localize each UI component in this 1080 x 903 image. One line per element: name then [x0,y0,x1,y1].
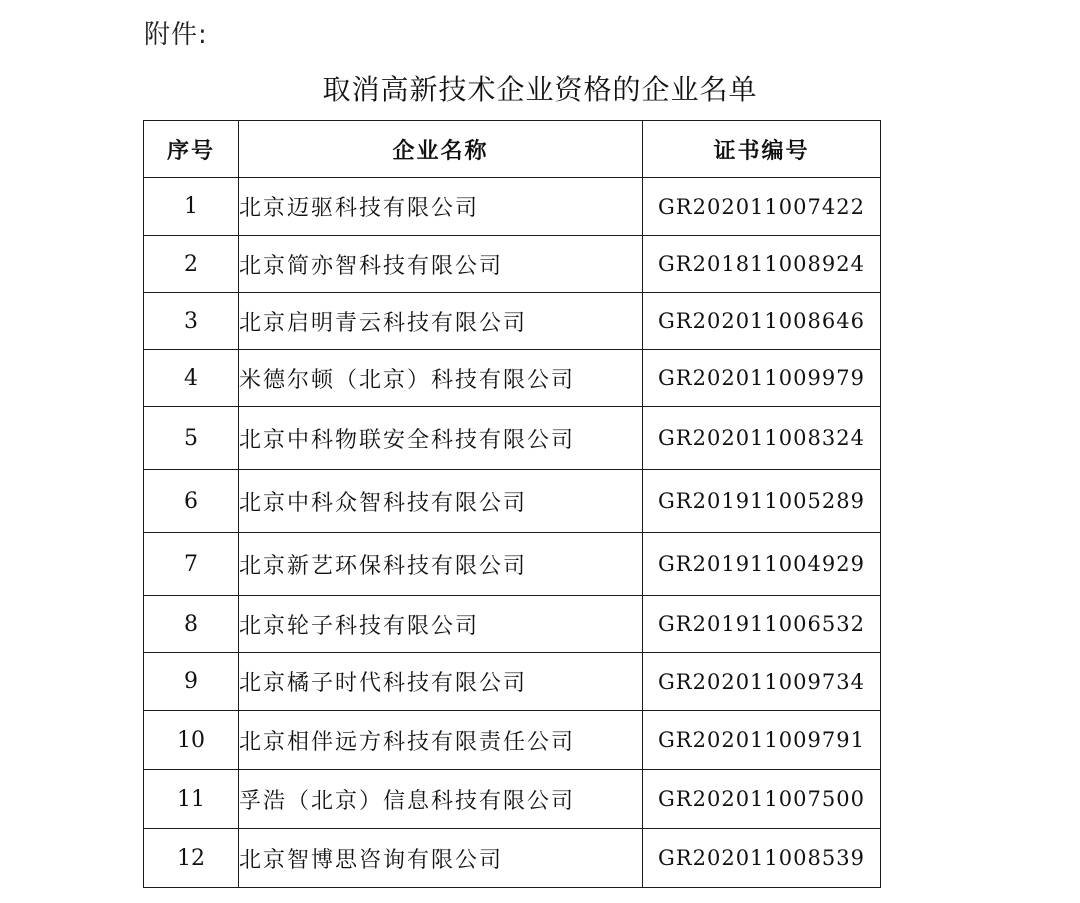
table-row [144,236,881,293]
row-serial-number: 9 [144,653,239,711]
row-serial-number: 8 [144,596,239,653]
table-row [144,829,881,888]
header-serial-number: 序号 [144,121,239,178]
table-row [144,653,881,711]
table-row [144,350,881,407]
table-row [144,770,881,829]
row-certificate-number: GR202011008324 [643,407,881,470]
header-certificate-number: 证书编号 [643,121,881,178]
row-certificate-number: GR201911006532 [643,596,881,653]
row-enterprise-name: 北京橘子时代科技有限公司 [239,653,643,711]
row-serial-number: 1 [144,178,239,236]
row-serial-number: 4 [144,350,239,407]
row-enterprise-name: 北京启明青云科技有限公司 [239,293,643,350]
attachment-label: 附件: [144,20,208,50]
table-row [144,533,881,596]
document-title: 取消高新技术企业资格的企业名单 [322,73,758,106]
row-enterprise-name: 孚浩（北京）信息科技有限公司 [239,770,643,829]
row-certificate-number: GR202011007422 [643,178,881,236]
row-certificate-number: GR202011009791 [643,711,881,770]
row-enterprise-name: 米德尔顿（北京）科技有限公司 [239,350,643,407]
table-row [144,178,881,236]
table-row [144,407,881,470]
table-header-row [144,121,881,178]
row-enterprise-name: 北京相伴远方科技有限责任公司 [239,711,643,770]
row-certificate-number: GR201911005289 [643,470,881,533]
row-certificate-number: GR202011007500 [643,770,881,829]
row-enterprise-name: 北京新艺环保科技有限公司 [239,533,643,596]
table-row [144,596,881,653]
row-certificate-number: GR201911004929 [643,533,881,596]
revoked-enterprise-table [143,120,881,888]
table-row [144,711,881,770]
row-certificate-number: GR201811008924 [643,236,881,293]
row-serial-number: 3 [144,293,239,350]
row-enterprise-name: 北京简亦智科技有限公司 [239,236,643,293]
row-enterprise-name: 北京迈驱科技有限公司 [239,178,643,236]
row-enterprise-name: 北京轮子科技有限公司 [239,596,643,653]
row-serial-number: 6 [144,470,239,533]
row-certificate-number: GR202011008646 [643,293,881,350]
row-serial-number: 10 [144,711,239,770]
row-serial-number: 7 [144,533,239,596]
row-serial-number: 12 [144,829,239,888]
table-row [144,470,881,533]
row-certificate-number: GR202011008539 [643,829,881,888]
header-enterprise-name: 企业名称 [239,121,643,178]
row-enterprise-name: 北京中科众智科技有限公司 [239,470,643,533]
row-serial-number: 11 [144,770,239,829]
row-serial-number: 5 [144,407,239,470]
row-enterprise-name: 北京中科物联安全科技有限公司 [239,407,643,470]
row-serial-number: 2 [144,236,239,293]
table-row [144,293,881,350]
row-enterprise-name: 北京智博思咨询有限公司 [239,829,643,888]
row-certificate-number: GR202011009734 [643,653,881,711]
row-certificate-number: GR202011009979 [643,350,881,407]
